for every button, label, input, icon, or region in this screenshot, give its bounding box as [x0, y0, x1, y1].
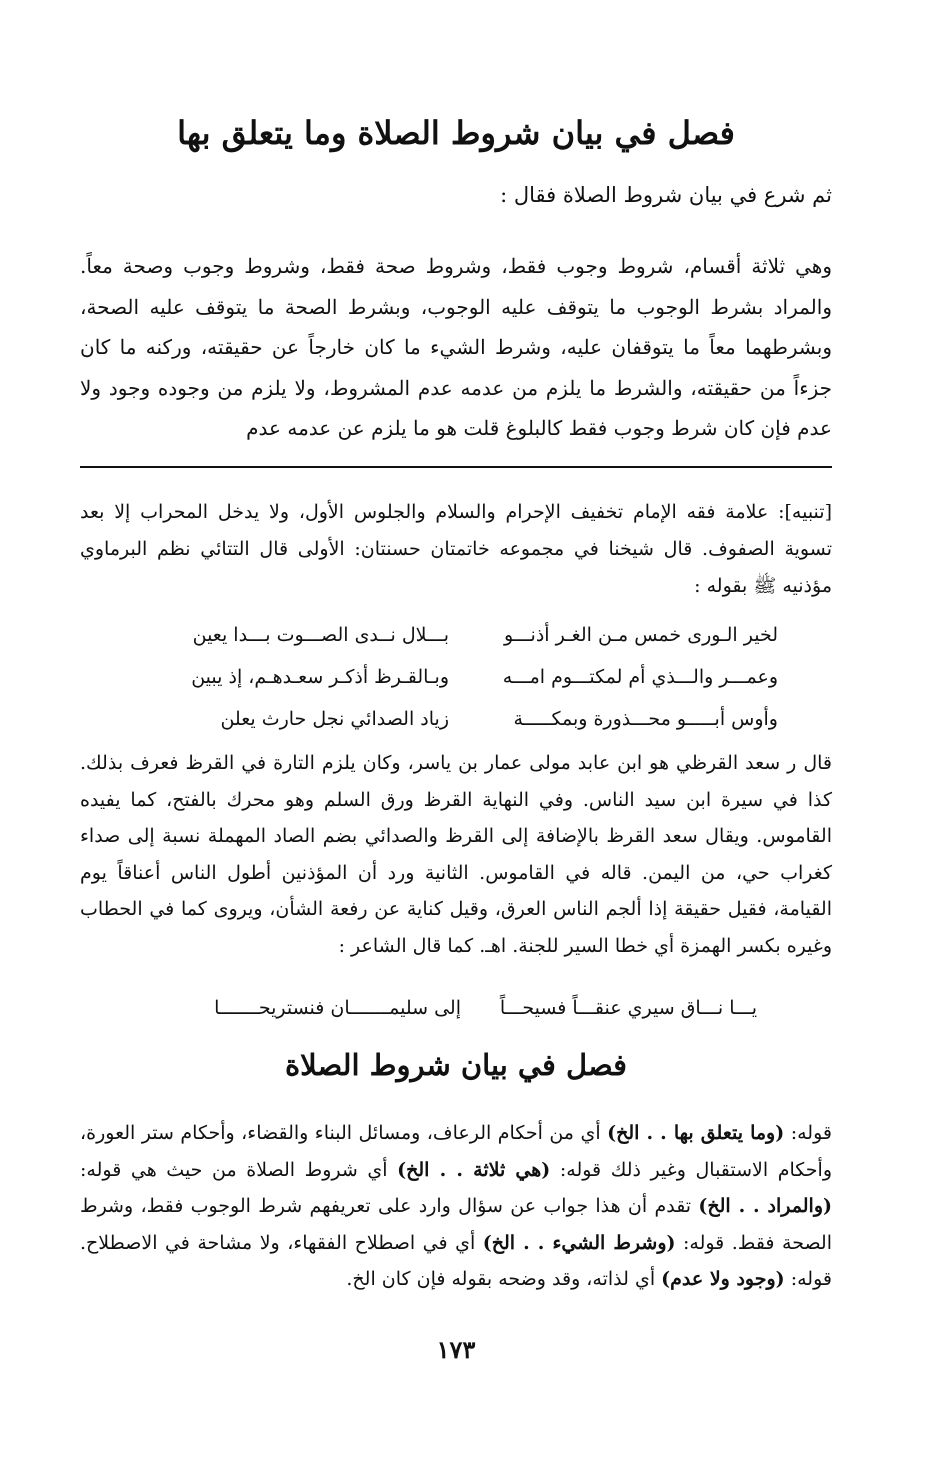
verse-first-hemistich: وعمـــر والـــذي أم لمكتـــوم امـــه	[502, 666, 778, 688]
verse-line	[80, 656, 832, 698]
sharh-text: أي شروط الصلاة من حيث هي قوله:	[80, 1158, 388, 1181]
quoted-phrase: (وما يتعلق بها . . الخ)	[607, 1122, 785, 1144]
verse-first-hemistich: وأوس أبـــــو محـــذورة وبمكـــــة	[513, 708, 778, 730]
verse-first-hemistich: لخير الـورى خمس مـن الغـر أذنـــو	[504, 624, 778, 646]
note-paragraph: [تنبيه]: علامة فقه الإمام تخفيف الإحرام والسلام والجلوس الأول، ولا يدخل المحراب إلا بعد تسوية الصفوف. قال شيخنا في مجموعه خاتمتان حسنتان: الأولى قال التتائي نظم البرماوي مؤذنيه ﷺ بقوله :	[80, 501, 832, 597]
book-page	[80, 0, 832, 1469]
quoted-phrase: (هي ثلاثة . . الخ)	[397, 1158, 551, 1181]
chapter-title: فصل في بيان شروط الصلاة وما يتعلق بها	[177, 114, 735, 152]
quoted-phrase: (وشرط الشيء . . الخ)	[482, 1231, 676, 1254]
commentary-paragraph: قال ر سعد القرظي هو ابن عابد مولى عمار بن ياسر، وكان يلزم التارة في القرظ فعرف بذلك. كذا في سيرة ابن سيد الناس. وفي النهاية القرظ ورق السلم وهو محرك بالفتح، كما يفيده القاموس. ويقال سعد القرظ بالإضافة إلى القرظ والصدائي بضم الصاد المهملة نسبة إلى صداء كغراب حي، من اليمن. قاله في القاموس. الثانية ورد أن المؤذنين أطول الناس أعناقاً يوم القيامة، فقيل حقيقة إذا ألجم الناس العرق، وقيل كناية عن رفعة الشأن، ويروى كما في الحطاب وغيره بكسر الهمزة أي خطا السير للجنة. اهـ. كما قال الشاعر :	[80, 752, 832, 957]
sharh-text: أي في اصطلاح الفقهاء، ولا مشاحة في الاصطلاح. قوله:	[80, 1231, 832, 1290]
verse-block	[80, 614, 832, 740]
verse-second-hemistich: زياد الصدائي نجل حارث يعلن	[220, 708, 449, 730]
verse-second-hemistich: بـــلال نــدى الصـــوت بـــدا يعين	[192, 624, 449, 646]
quoted-phrase: (والمراد . . الخ)	[698, 1195, 832, 1217]
verse-second-hemistich: وبـالقـرظ أذكـر سعـدهـم، إذ يبين	[191, 666, 449, 688]
sharh-text: أي من أحكام الرعاف، ومسائل البناء والقضاء، وأحكام ستر العورة، وأحكام الاستقبال وغير ذلك قوله:	[80, 1122, 833, 1181]
sharh-text: أي لذاته، وقد وضحه بقوله فإن كان الخ.	[346, 1268, 656, 1290]
poem-line	[80, 988, 832, 1028]
poem-first-hemistich: يـــا نـــاق سيري عنقـــاً فسيحـــاً	[499, 997, 757, 1019]
quoted-phrase: (وجود ولا عدم)	[661, 1268, 785, 1290]
section-title: فصل في بيان شروط الصلاة	[284, 1048, 627, 1082]
main-text: وهي ثلاثة أقسام، شروط وجوب فقط، وشروط صحة فقط، وشروط وجوب وصحة معاً. والمراد بشرط الوجوب ما يتوقف عليه الوجوب، وبشرط الصحة ما يتوقف عليه الصحة، وبشرطهما معاً ما يتوقفان عليه، وشرط الشيء ما كان خارجاً عن حقيقته، وركنه ما كان جزءاً من حقيقته، والشرط ما يلزم من عدمه عدم المشروط، ولا يلزم من وجوده وجود ولا عدم فإن كان شرط وجوب فقط كالبلوغ قلت هو ما يلزم عن عدمه عدم	[80, 254, 832, 440]
intro-line: ثم شرع في بيان شروط الصلاة فقال :	[500, 183, 832, 207]
page-number: ١٧٣	[436, 1335, 476, 1364]
sharh-text: قوله:	[790, 1122, 832, 1144]
verse-line	[80, 698, 832, 740]
footnote-divider	[80, 466, 832, 468]
sharh-paragraph	[80, 1115, 832, 1298]
poem-second-hemistich: إلى سليمـــــــان فنستريحـــــــا	[214, 997, 461, 1019]
sharh-text: تقدم أن هذا جواب عن سؤال وارد على تعريفهم شرط الوجوب فقط، وشرط الصحة فقط. قوله:	[80, 1195, 832, 1254]
verse-line	[80, 614, 832, 656]
